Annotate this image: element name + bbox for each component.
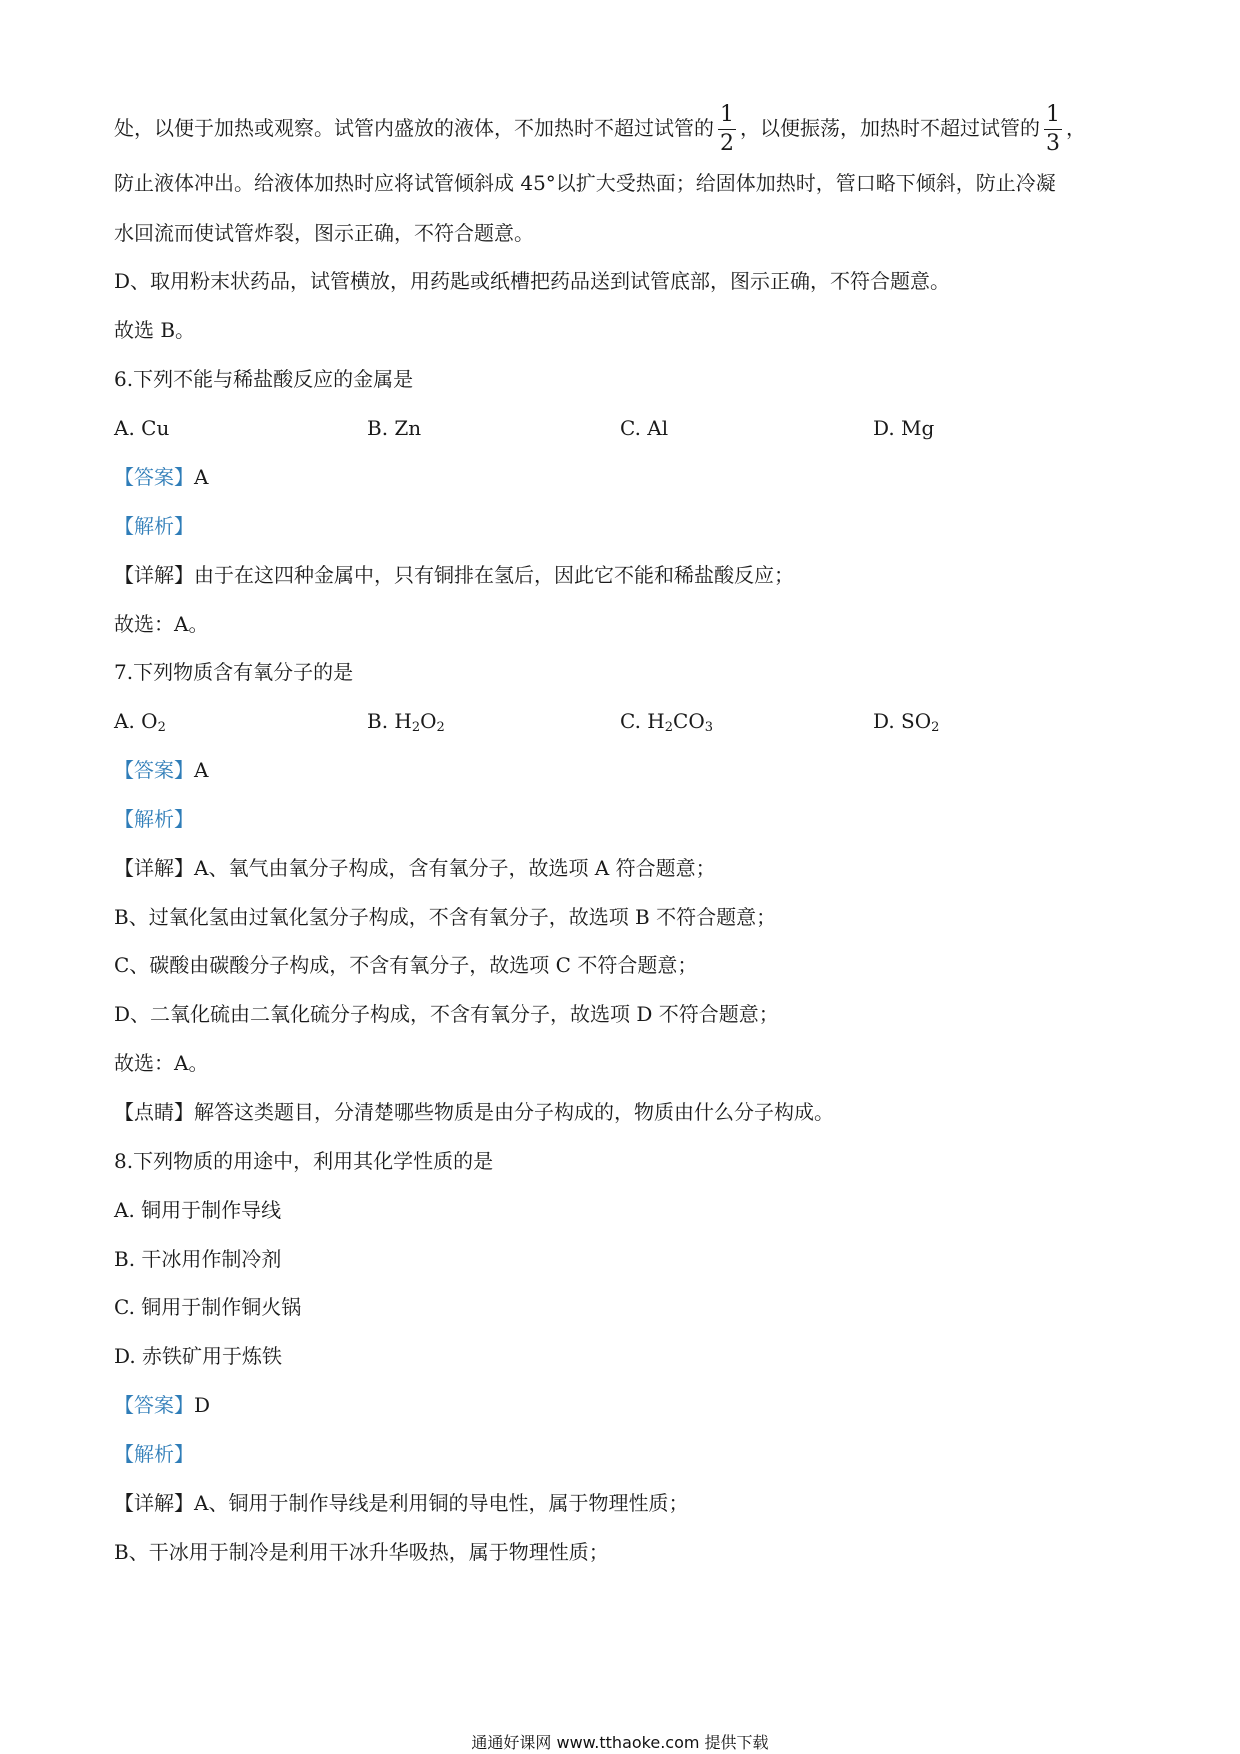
text-fragment: 处，以便于加热或观察。试管内盛放的液体，不加热时不超过试管的: [114, 116, 714, 140]
q7-analysis-tag: 【解析】: [114, 807, 194, 831]
q7-conclusion: 故选：A。: [114, 1051, 209, 1075]
question-7-stem: 7.下列物质含有氧分子的是: [114, 660, 354, 684]
text-line-1: [114, 100, 1086, 156]
q6-conclusion: 故选：A。: [114, 612, 209, 636]
answer-tag: 【答案】: [114, 1393, 194, 1417]
q6-answer: [114, 464, 208, 490]
q7-option-d: D. $SO_2$: [873, 709, 940, 735]
q7-option-c: C. $H_2CO_3$: [620, 709, 714, 735]
q6-analysis-tag: 【解析】: [114, 514, 194, 538]
answer-value: A: [194, 465, 209, 489]
text-line-5: 故选 B。: [114, 318, 196, 342]
q8-answer: [114, 1392, 210, 1418]
answer-tag: 【答案】: [114, 465, 194, 489]
answer-value: D: [194, 1393, 211, 1417]
q8-option-c: C. 铜用于制作铜火锅: [114, 1295, 302, 1319]
q7-comment: 【点睛】解答这类题目，分清楚哪些物质是由分子构成的，物质由什么分子构成。: [114, 1100, 834, 1124]
q7-detail-d: D、二氧化硫由二氧化硫分子构成，不含有氧分子，故选项 D 不符合题意；: [114, 1002, 779, 1026]
text-line-4: D、取用粉末状药品，试管横放，用药匙或纸槽把药品送到试管底部，图示正确，不符合题意。: [114, 269, 951, 293]
answer-value: A: [194, 758, 209, 782]
q8-option-b: B. 干冰用作制冷剂: [114, 1247, 282, 1271]
q8-option-a: A. 铜用于制作导线: [114, 1198, 282, 1222]
answer-tag: 【答案】: [114, 758, 194, 782]
page-footer: 通通好课网 www.tthaoke.com 提供下载: [471, 1733, 769, 1752]
q8-detail-a: 【详解】A、铜用于制作导线是利用铜的导电性，属于物理性质；: [114, 1491, 689, 1515]
text-line-3: 水回流而使试管炸裂，图示正确，不符合题意。: [114, 221, 534, 245]
text-fragment: ，以便振荡，加热时不超过试管的: [740, 116, 1040, 140]
fraction-one-third: $\frac{1}{3}$: [1046, 102, 1060, 156]
q6-option-c: C. Al: [620, 416, 669, 440]
q8-analysis-tag: 【解析】: [114, 1442, 194, 1466]
question-6-stem: 6.下列不能与稀盐酸反应的金属是: [114, 367, 414, 391]
q8-option-d: D. 赤铁矿用于炼铁: [114, 1344, 283, 1368]
q7-answer: [114, 757, 208, 783]
q8-detail-b: B、干冰用于制冷是利用干冰升华吸热，属于物理性质；: [114, 1540, 609, 1564]
q7-option-a: A. $O_2$: [114, 709, 166, 735]
q7-detail-c: C、碳酸由碳酸分子构成，不含有氧分子，故选项 C 不符合题意；: [114, 953, 698, 977]
question-8-stem: 8.下列物质的用途中，利用其化学性质的是: [114, 1149, 494, 1173]
q7-option-b: B. $H_2O_2$: [367, 709, 445, 735]
q7-detail-b: B、过氧化氢由过氧化氢分子构成，不含有氧分子，故选项 B 不符合题意；: [114, 905, 777, 929]
q6-option-a: A. Cu: [114, 416, 170, 440]
q6-option-d: D. Mg: [873, 416, 935, 440]
text-line-2: 防止液体冲出。给液体加热时应将试管倾斜成 45°以扩大受热面；给固体加热时，管口略下倾斜，防止冷凝: [114, 171, 1056, 195]
q6-detail: 【详解】由于在这四种金属中，只有铜排在氢后，因此它不能和稀盐酸反应；: [114, 563, 794, 587]
q7-detail-a: 【详解】A、氧气由氧分子构成，含有氧分子，故选项 A 符合题意；: [114, 856, 716, 880]
fraction-one-half: $\frac{1}{2}$: [720, 102, 734, 156]
text-fragment: ，: [1066, 116, 1086, 140]
q6-option-b: B. Zn: [367, 416, 422, 440]
